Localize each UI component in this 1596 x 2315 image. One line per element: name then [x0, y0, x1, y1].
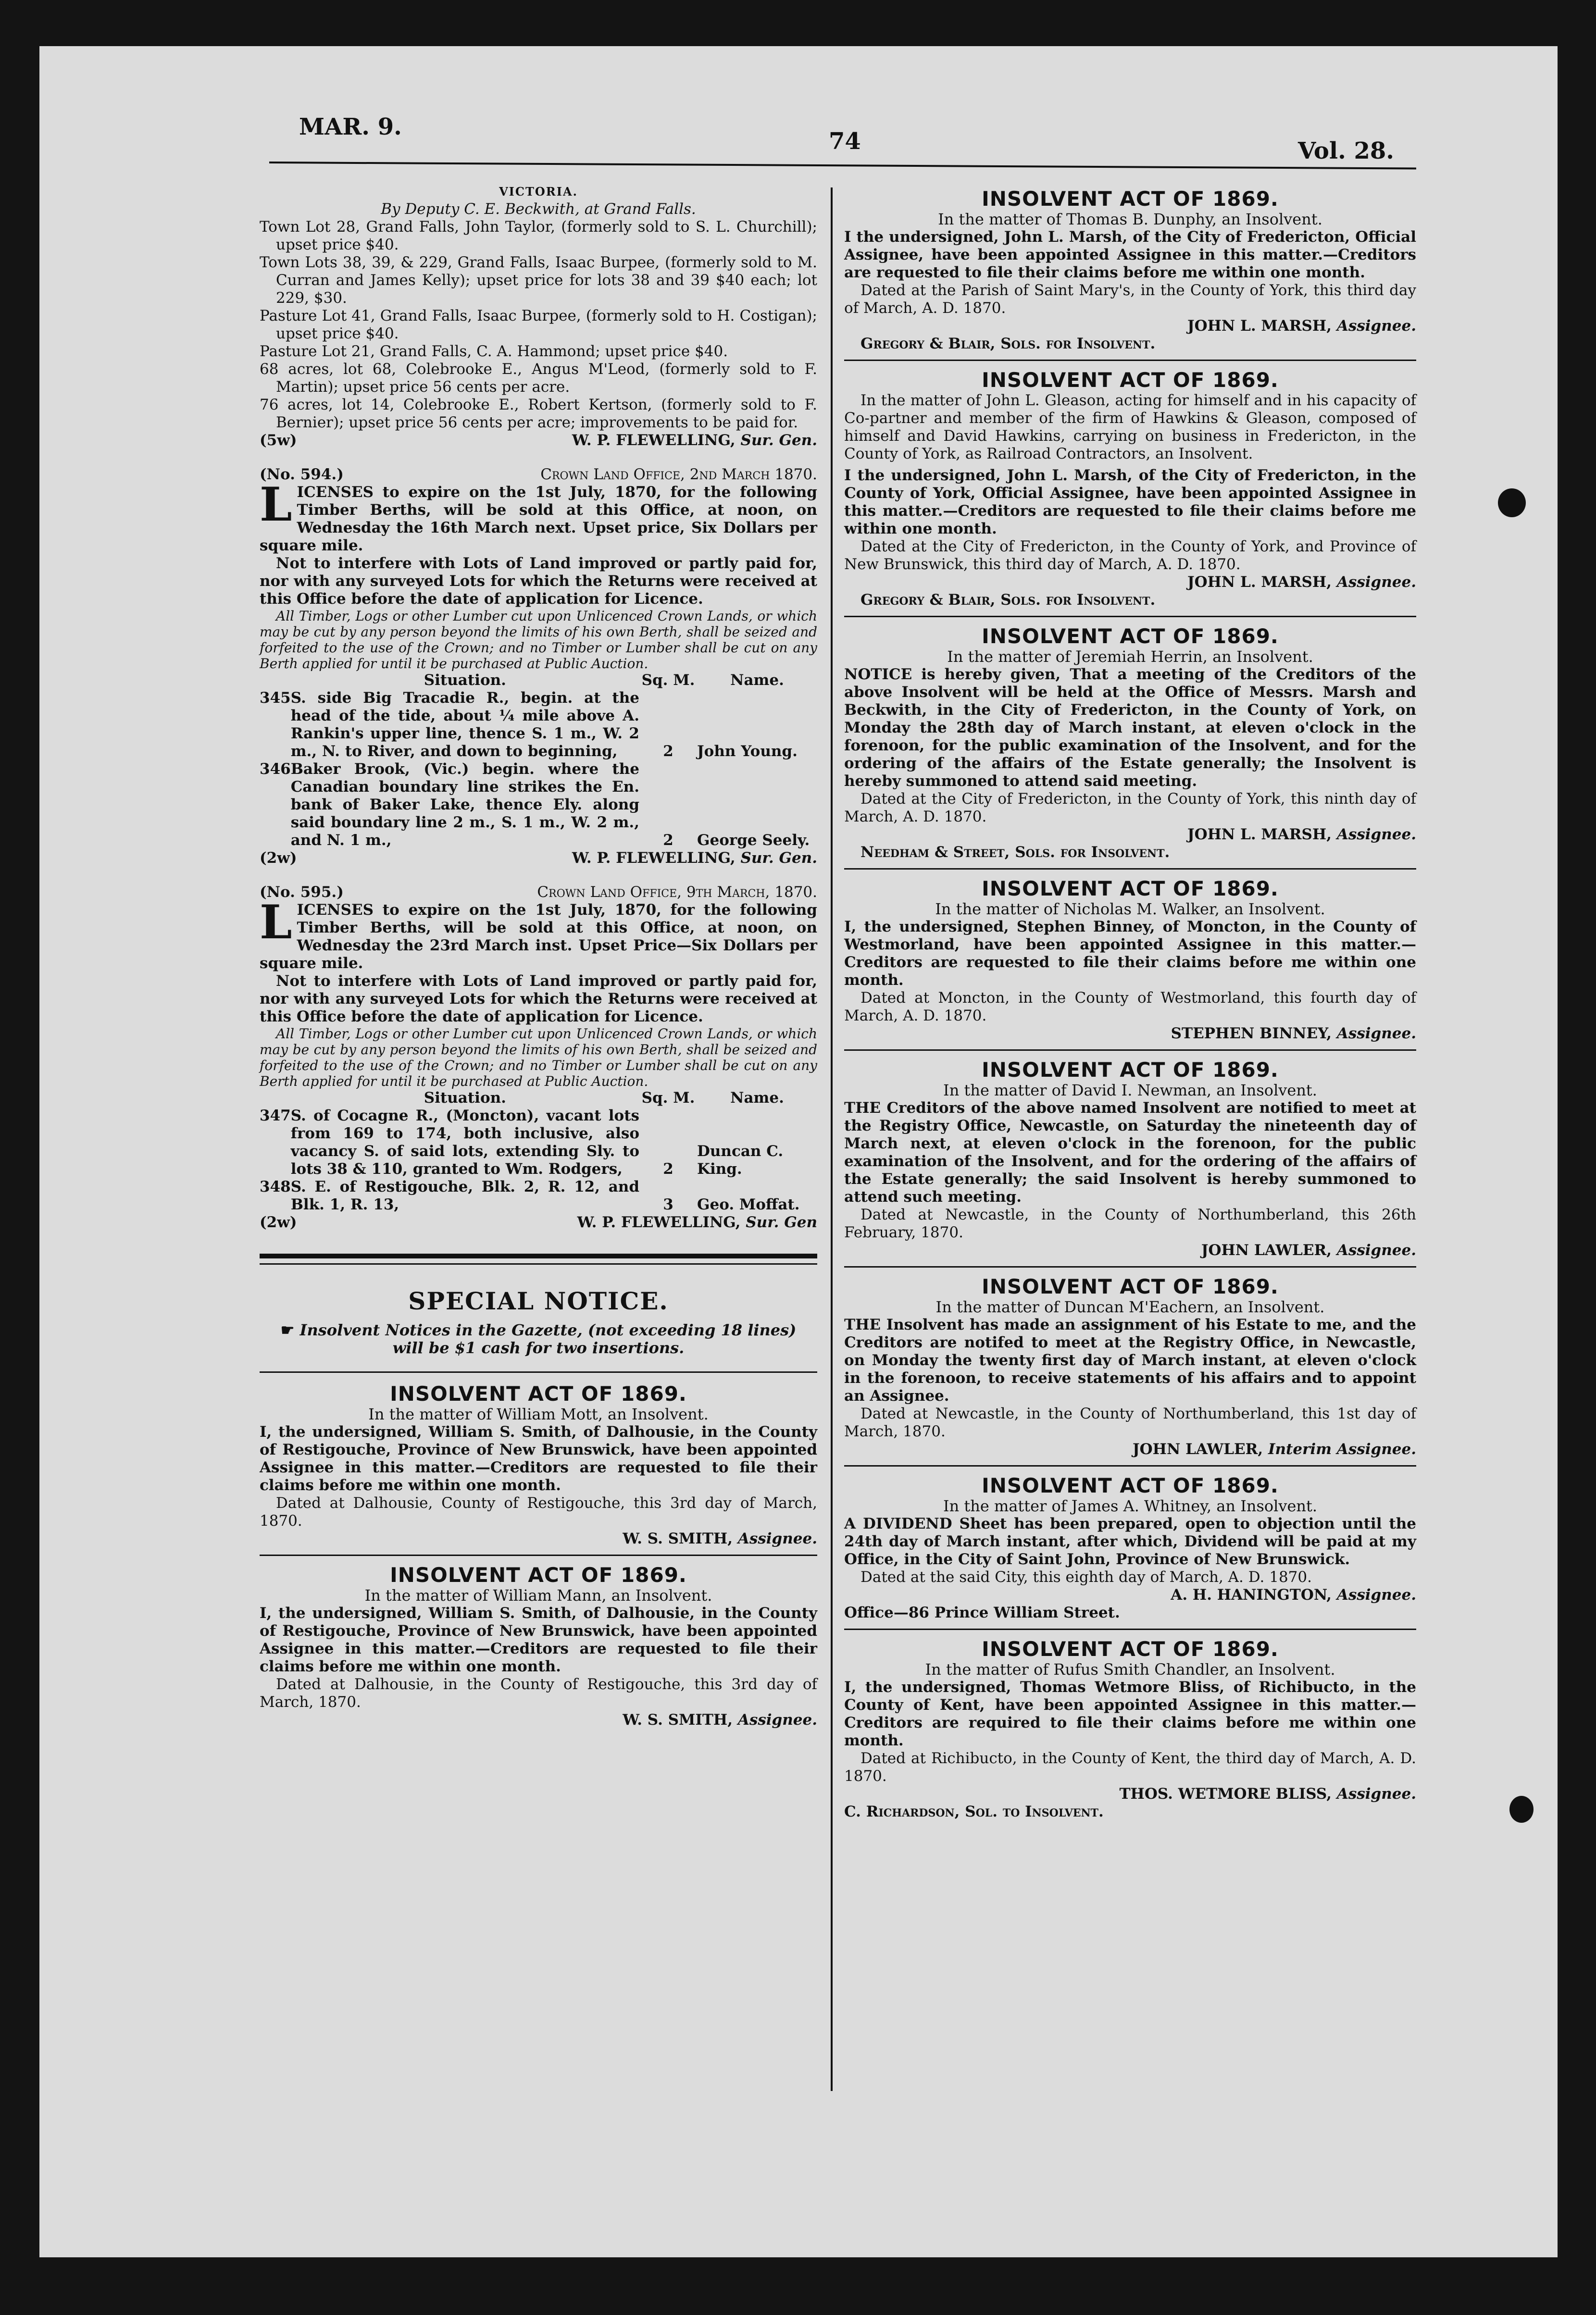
office-date: Crown Land Office, 9th March, 1870. [537, 884, 817, 901]
notice-dated: Dated at Newcastle, in the County of Northumberland, this 1st day of March, 1870. [844, 1405, 1416, 1440]
insolvent-notice [844, 369, 1416, 609]
special-notice-title: SPECIAL NOTICE. [408, 1287, 669, 1315]
notice-signature: STEPHEN BINNEY, Assignee. [1171, 1025, 1416, 1042]
drop-cap: L [260, 895, 292, 949]
lot-entry: Pasture Lot 21, Grand Falls, C. A. Hammond; upset price $40. [260, 343, 728, 360]
insolvent-notice [844, 625, 1416, 861]
notice-signature: A. H. HANINGTON, Assignee. [1171, 1586, 1416, 1604]
lot-entry: 76 acres, lot 14, Colebrooke E., Robert Kertson, (formerly sold to F. Bernier); upset price 56 cents per acre; improvements to be paid for. [260, 396, 817, 431]
signer-title: Sur. Gen. [740, 849, 817, 867]
notice-body: I, the undersigned, Stephen Binney, of Moncton, in the County of Westmorland, have been appointed Assignee in this matter.—Creditors are requested to file their claims before me within one month. [844, 918, 1416, 989]
notice-title: INSOLVENT ACT OF 1869. [982, 1637, 1279, 1661]
notice-signature: THOS. WETMORE BLISS, Assignee. [1119, 1785, 1416, 1803]
column-header: Name. [730, 672, 784, 689]
signer: W. P. FLEWELLING, [577, 1214, 741, 1231]
insolvent-notice [844, 1058, 1416, 1259]
victoria-byline: By Deputy C. E. Beckwith, at Grand Falls. [381, 200, 696, 218]
insolvent-notice [844, 1474, 1416, 1622]
notice-body: NOTICE is hereby given, That a meeting of the Creditors of the above Insolvent will be held at the Office of Messrs. Marsh and Beckwith, in the City of Fredericton, in the County of York, on Monday the 28th day of March instant, at eleven o'clock in the forenoon, for the public examination of the Insolvent, and for the ordering of the affairs of the Estate generally; the Insolvent is hereby summoned to attend said meeting. [844, 666, 1416, 790]
notice-signature: JOHN L. MARSH, Assignee. [1187, 573, 1416, 591]
notice-dated: Dated at the said City, this eighth day of March, A. D. 1870. [860, 1568, 1312, 1586]
section-rule [844, 1465, 1416, 1467]
victoria-heading: VICTORIA. [499, 185, 578, 199]
notice-matter: In the matter of John L. Gleason, acting for himself and in his capacity of Co-partner and member of the firm of Hawkins & Gleason, composed of himself and David Hawkins, carrying on business in Fredericton, in the County of York, as Railroad Contractors, an Insolvent. [844, 392, 1416, 462]
notice-title: INSOLVENT ACT OF 1869. [390, 1382, 687, 1406]
notice-warning: All Timber, Logs or other Lumber cut upon Unlicenced Crown Lands, or which may be cut by any person beyond the limits of his own Berth, shall be seized and forfeited to the use of the Crown; and no Timber or Lumber shall be cut on any Berth applied for until it be purchased at Public Auction. [260, 608, 817, 672]
table-row: 346 Baker Brook, (Vic.) begin. where the Canadian boundary line strikes the En. bank of Baker Lake, thence Ely. along said boundary line 2 m., S. 1 m., W. 2 m., and N. 1 m., 2 George Seely. [260, 760, 810, 849]
notice-body: I the undersigned, John L. Marsh, of the City of Fredericton, in the County of York, Official Assignee, have been appointed Assignee in this matter.—Creditors are requested to file their claims before me within one month. [844, 467, 1416, 537]
notice-dated: Dated at Newcastle, in the County of Northumberland, this 26th February, 1870. [844, 1206, 1416, 1241]
section-rule [844, 616, 1416, 617]
section-rule [844, 1049, 1416, 1051]
notice-dated: Dated at Dalhousie, County of Restigouche, this 3rd day of March, 1870. [260, 1494, 817, 1530]
notice-matter: In the matter of Duncan M'Eachern, an Insolvent. [935, 1298, 1325, 1316]
office-date: Crown Land Office, 2nd March 1870. [540, 466, 817, 483]
notice-body: THE Insolvent has made an assignment of his Estate to me, and the Creditors are notifed to meet at the Registry Office, in Newcastle, on Monday the twenty first day of March instant, at eleven o'clock in the forenoon, to receive statements of his affairs and to appoint an Assignee. [844, 1316, 1416, 1405]
notice-matter: In the matter of Jeremiah Herrin, an Insolvent. [947, 647, 1313, 666]
lot-entry: Pasture Lot 41, Grand Falls, Isaac Burpee, (formerly sold to H. Costigan); upset price $40. [260, 307, 817, 342]
insolvent-notice [844, 1638, 1416, 1821]
section-rule [844, 868, 1416, 870]
insolvent-notice [844, 1275, 1416, 1458]
notice-signature: JOHN LAWLER, Interim Assignee. [1133, 1441, 1416, 1458]
ink-blot [1509, 1796, 1534, 1823]
notice-title: INSOLVENT ACT OF 1869. [390, 1563, 687, 1587]
lot-entry: 68 acres, lot 68, Colebrooke E., Angus M'Leod, (formerly sold to F. Martin); upset price 56 cents per acre. [260, 361, 817, 396]
insolvent-notice [844, 877, 1416, 1043]
notice-title: INSOLVENT ACT OF 1869. [982, 1058, 1279, 1082]
column-header: Sq. M. [641, 1089, 695, 1107]
notice-title: INSOLVENT ACT OF 1869. [982, 187, 1279, 211]
notice-signature: W. S. SMITH, Assignee. [623, 1711, 817, 1729]
table-row: 348 S. E. of Restigouche, Blk. 2, R. 12, and Blk. 1, R. 13, 3 Geo. Moffat. [260, 1178, 800, 1213]
table-row: 345 S. side Big Tracadie R., begin. at the head of the tide, about ¼ mile above A. Rankin's upper line, thence S. 1 m., W. 2 m., N. to River, and down to beginning, 2 John Young. [260, 689, 798, 760]
notice-body: THE Creditors of the above named Insolvent are notified to meet at the Registry Office, Newcastle, on Saturday the nineteenth day of March next, at eleven o'clock in the forenoon, for the public examination of the Insolvent, and for the ordering of the affairs of the Estate generally; the said Insolvent is hereby summoned to attend such meeting. [844, 1099, 1416, 1206]
notice-paragraph: Not to interfere with Lots of Land improved or partly paid for, nor with any surveyed Lots for which the Returns were received at this Office before the date of application for Licence. [260, 972, 817, 1025]
header-page-number: 74 [829, 128, 861, 155]
notice-paragraph: LICENSES to expire on the 1st July, 1870, for the following Timber Berths, will be sold at this Office, at noon, on Wednesday the 23rd March inst. Upset Price—Six Dollars per square mile. [260, 895, 817, 972]
notice-warning: All Timber, Logs or other Lumber cut upon Unlicenced Crown Lands, or which may be cut by any person beyond the limits of his own Berth, shall be seized and forfeited to the use of the Crown; and no Timber or Lumber shall be cut on any Berth applied for until it be purchased at Public Auction. [260, 1026, 817, 1089]
lot-entry: Town Lot 28, Grand Falls, John Taylor, (formerly sold to S. L. Churchill); upset price $40. [260, 218, 817, 253]
special-notice [260, 1287, 817, 1357]
column-divider [831, 187, 833, 2091]
column-header: Name. [730, 1089, 784, 1107]
insolvent-notice [260, 1564, 817, 1729]
notice-title: INSOLVENT ACT OF 1869. [982, 624, 1279, 648]
notice-paragraph: Not to interfere with Lots of Land improved or partly paid for, nor with any surveyed Lots for which the Returns were received at this Office before the date of application for Licence. [260, 555, 817, 608]
notice-body: A DIVIDEND Sheet has been prepared, open to objection until the 24th day of March instant, after which, Dividend will be paid at my Office, in the City of Saint John, Province of New Brunswick. [844, 1515, 1416, 1568]
notice-signature [260, 849, 817, 867]
section-rule [260, 1371, 817, 1373]
double-rule [260, 1254, 817, 1265]
section-rule [844, 1266, 1416, 1268]
notice-body: I, the undersigned, Thomas Wetmore Bliss, of Richibucto, in the County of Kent, have been appointed Assignee in this matter.—Creditors are required to file their claims before me within one month. [844, 1679, 1416, 1749]
notice-dated: Dated at Moncton, in the County of Westmorland, this fourth day of March, A. D. 1870. [844, 989, 1416, 1024]
left-column [260, 183, 817, 1729]
notice-body: I, the undersigned, William S. Smith, of Dalhousie, in the County of Restigouche, Province of New Brunswick, have been appointed Assignee in this matter.—Creditors are requested to file their claims before me within one month. [260, 1605, 817, 1675]
right-column [844, 187, 1416, 1821]
victoria-signature [260, 432, 817, 449]
insertion-code: (5w) [260, 432, 297, 449]
notice-body: I the undersigned, John L. Marsh, of the City of Fredericton, Official Assignee, have been appointed Assignee in this matter.—Creditors are requested to file their claims before me within one month. [844, 228, 1416, 281]
notice-signature [260, 1214, 817, 1232]
notice-matter: In the matter of David I. Newman, an Insolvent. [943, 1081, 1317, 1099]
ink-blot [1498, 488, 1526, 517]
crown-land-notice-595 [260, 884, 817, 1232]
notice-signature: JOHN L. MARSH, Assignee. [1187, 826, 1416, 843]
special-notice-line: will be $1 cash for two insertions. [392, 1339, 685, 1357]
notice-matter: In the matter of William Mann, an Insolvent. [364, 1586, 712, 1605]
special-notice-line: Insolvent Notices in the Gazette, (not exceeding 18 lines) [299, 1321, 797, 1339]
notice-signature: W. S. SMITH, Assignee. [623, 1530, 817, 1547]
notice-title: INSOLVENT ACT OF 1869. [982, 1474, 1279, 1497]
notice-signature: JOHN LAWLER, Assignee. [1201, 1242, 1416, 1259]
notice-dated: Dated at the City of Fredericton, in the County of York, this ninth day of March, A. D. 1870. [844, 790, 1416, 825]
column-header: Situation. [424, 672, 506, 689]
notice-title: INSOLVENT ACT OF 1869. [982, 368, 1279, 392]
crown-land-notice-594 [260, 466, 817, 867]
notice-paragraph: LICENSES to expire on the 1st July, 1870, for the following Timber Berths, will be sold at this Office, at noon, on Wednesday the 16th March next. Upset price, Six Dollars per square mile. [260, 477, 817, 554]
notice-solicitor: Needham & Street, Sols. for Insolvent. [860, 844, 1170, 861]
berth-table [260, 672, 817, 849]
insolvent-notice [844, 187, 1416, 353]
notice-matter: In the matter of Rufus Smith Chandler, an Insolvent. [925, 1660, 1335, 1679]
notice-office: Office—86 Prince William Street. [844, 1604, 1120, 1621]
insolvent-notice [260, 1382, 817, 1548]
notice-matter: In the matter of Thomas B. Dunphy, an Insolvent. [938, 210, 1322, 228]
notice-matter: In the matter of Nicholas M. Walker, an Insolvent. [935, 900, 1325, 918]
notice-dated: Dated at the Parish of Saint Mary's, in the County of York, this third day of March, A. D. 1870. [844, 282, 1416, 317]
header-date: MAR. 9. [299, 113, 402, 140]
table-row: 347 S. of Cocagne R., (Moncton), vacant lots from 169 to 174, both inclusive, also vacancy S. of said lots, extending Sly. to lots 38 & 110, granted to Wm. Rodgers, 2 Duncan C. King. [260, 1107, 784, 1178]
notice-heading [260, 466, 817, 484]
column-header: Sq. M. [641, 672, 695, 689]
notice-number: (No. 594.) [260, 466, 344, 483]
notice-solicitor: C. Richardson, Sol. to Insolvent. [844, 1803, 1104, 1820]
header-volume: Vol. 28. [1298, 137, 1395, 164]
notice-dated: Dated at Dalhousie, in the County of Restigouche, this 3rd day of March, 1870. [260, 1676, 817, 1711]
notice-dated: Dated at the City of Fredericton, in the County of York, and Province of New Brunswick, this third day of March, A. D. 1870. [844, 538, 1416, 573]
notice-signature: JOHN L. MARSH, Assignee. [1187, 317, 1416, 335]
notice-matter: In the matter of James A. Whitney, an Insolvent. [943, 1497, 1318, 1515]
notice-solicitor: Gregory & Blair, Sols. for Insolvent. [860, 591, 1156, 609]
signer-title: Sur. Gen. [740, 432, 817, 449]
section-rule [844, 1629, 1416, 1630]
signer-title: Sur. Gen [746, 1214, 817, 1231]
signer: W. P. FLEWELLING, [572, 849, 736, 867]
notice-matter: In the matter of William Mott, an Insolvent. [368, 1405, 709, 1423]
insertion-code: (2w) [260, 1214, 297, 1231]
notice-title: INSOLVENT ACT OF 1869. [982, 1275, 1279, 1298]
notice-body: I, the undersigned, William S. Smith, of Dalhousie, in the County of Restigouche, Province of New Brunswick, have been appointed Assignee in this matter.—Creditors are requested to file their claims before me within one month. [260, 1423, 817, 1494]
section-rule [844, 360, 1416, 361]
victoria-notice [260, 183, 817, 449]
berth-table [260, 1089, 817, 1214]
drop-cap: L [260, 477, 292, 532]
pointing-hand-icon: ☛ [280, 1321, 295, 1339]
notice-solicitor: Gregory & Blair, Sols. for Insolvent. [860, 335, 1156, 352]
notice-heading [260, 884, 817, 901]
notice-title: INSOLVENT ACT OF 1869. [982, 877, 1279, 900]
signer: W. P. FLEWELLING, [572, 432, 736, 449]
insertion-code: (2w) [260, 849, 297, 867]
section-rule [260, 1555, 817, 1556]
column-header: Situation. [424, 1089, 506, 1107]
notice-dated: Dated at Richibucto, in the County of Kent, the third day of March, A. D. 1870. [844, 1750, 1416, 1785]
notice-number: (No. 595.) [260, 884, 344, 901]
lot-entry: Town Lots 38, 39, & 229, Grand Falls, Isaac Burpee, (formerly sold to M. Curran and James Kelly); upset price for lots 38 and 39 $40 each; lot 229, $30. [260, 254, 817, 307]
